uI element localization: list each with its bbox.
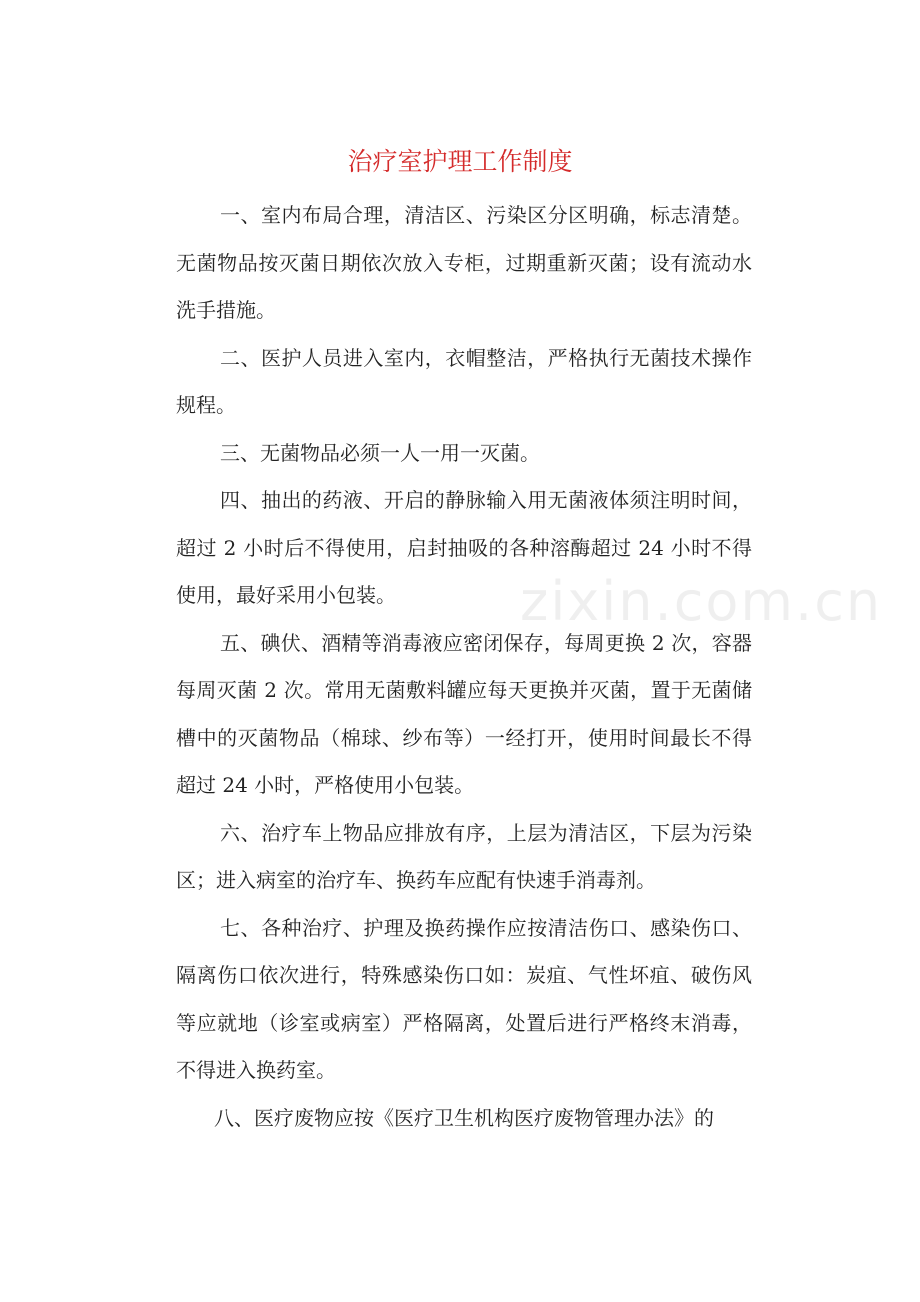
paragraph-8: 八、医疗废物应按《医疗卫生机构医疗废物管理办法》的 xyxy=(214,1105,714,1130)
paragraph-6: 六、治疗车上物品应排放有序，上层为清洁区，下层为污染区；进入病室的治疗车、换药车应配有快速手消毒剂。 xyxy=(176,820,752,892)
paragraph-2: 二、医护人员进入室内，衣帽整洁，严格执行无菌技术操作规程。 xyxy=(176,345,752,417)
paragraph-4: 四、抽出的药液、开启的静脉输入用无菌液体须注明时间，超过 2 小时后不得使用，启封抽吸的各种溶酶超过 24 小时不得使用，最好采用小包装。 xyxy=(176,488,752,607)
paragraph-5: 五、碘伏、酒精等消毒液应密闭保存，每周更换 2 次，容器每周灭菌 2 次。常用无菌敷料罐应每天更换并灭菌，置于无菌储槽中的灭菌物品（棉球、纱布等）一经打开，使用时间最长不得超过 24 小时，严格使用小包装。 xyxy=(176,630,752,797)
watermark: zixin.com.cn xyxy=(520,570,883,633)
paragraph-7: 七、各种治疗、护理及换药操作应按清洁伤口、感染伤口、隔离伤口依次进行，特殊感染伤口如：炭疽、气性坏疽、破伤风等应就地（诊室或病室）严格隔离，处置后进行严格终末消毒，不得进入换药室。 xyxy=(176,915,752,1082)
paragraph-1: 一、室内布局合理，清洁区、污染区分区明确，标志清楚。无菌物品按灭菌日期依次放入专柜，过期重新灭菌；设有流动水洗手措施。 xyxy=(176,203,752,322)
paragraph-3: 三、无菌物品必须一人一用一灭菌。 xyxy=(220,440,540,465)
document-body xyxy=(176,192,752,1142)
document-title: 治疗室护理工作制度 xyxy=(347,147,573,176)
